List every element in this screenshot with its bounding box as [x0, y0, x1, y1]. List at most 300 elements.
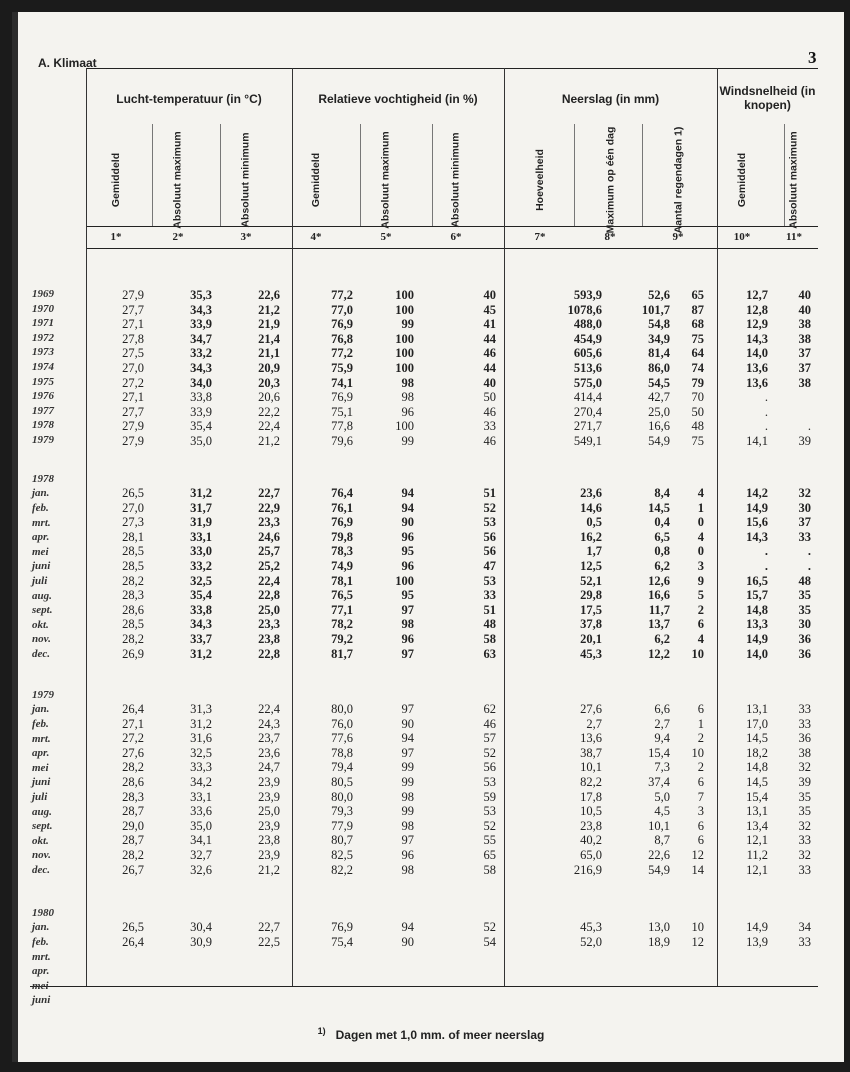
table-cell: 32,6	[190, 862, 212, 877]
table-cell: 28,2	[122, 632, 144, 646]
table-cell: 32	[798, 486, 811, 500]
table-cell: 74	[691, 361, 704, 375]
table-cell: .	[764, 544, 768, 559]
table-cell: 14,6	[580, 500, 602, 515]
table-cell: 20,6	[258, 390, 280, 405]
table-cell: 12,8	[746, 302, 768, 317]
table-cell: 25,7	[258, 544, 280, 559]
table-cell: 97	[401, 602, 414, 617]
table-cell: 52	[483, 920, 496, 934]
table-cell: 53	[483, 804, 496, 819]
table-cell: 77,8	[331, 419, 353, 434]
table-cell: 10	[691, 745, 704, 760]
table-cell: 27,0	[122, 500, 144, 515]
row-label: 1975	[32, 375, 54, 388]
table-cell: 77,1	[331, 602, 353, 617]
table-cell: 8,7	[654, 833, 670, 848]
column-header	[510, 124, 570, 236]
table-cell: 22,7	[258, 486, 280, 500]
table-cell: 23,8	[258, 632, 280, 646]
table-cell: 1	[697, 716, 704, 731]
table-cell: 38,7	[580, 745, 602, 760]
table-cell: 35,0	[190, 818, 212, 833]
table-cell: 34,1	[190, 833, 212, 848]
table-cell: 22,5	[258, 934, 280, 949]
table-cell: 76,5	[331, 588, 353, 603]
table-cell: 13,4	[746, 818, 768, 833]
table-cell: 24,3	[258, 716, 280, 731]
table-cell: 24,6	[258, 529, 280, 544]
table-cell: .	[807, 419, 811, 434]
table-cell: 62	[483, 702, 496, 716]
table-cell: 50	[483, 390, 496, 405]
table-cell: 33,1	[190, 529, 212, 544]
table-cell: 97	[401, 702, 414, 716]
table-cell: 26,7	[122, 862, 144, 877]
table-cell: 13,7	[648, 617, 670, 632]
table-cell: 40	[483, 375, 496, 390]
table-cell: 96	[401, 404, 414, 419]
column-header	[148, 124, 208, 236]
table-cell: 80,0	[331, 702, 353, 716]
table-cell: 45,3	[580, 920, 602, 934]
table-cell: 35,4	[190, 588, 212, 603]
table-cell: 27,2	[122, 375, 144, 390]
table-cell: 100	[395, 302, 414, 317]
table-cell: 52	[483, 500, 496, 515]
table-cell: .	[764, 390, 768, 405]
table-cell: 22,8	[258, 588, 280, 603]
table-cell: 11,7	[648, 602, 670, 617]
table-cell: 11,2	[746, 848, 768, 862]
subcolumn-divider	[642, 124, 643, 226]
table-cell: 6,2	[654, 632, 670, 646]
table-cell: 23,3	[258, 515, 280, 530]
table-cell: 56	[483, 544, 496, 559]
table-cell: 75,9	[331, 361, 353, 375]
table-cell: 33	[798, 934, 811, 949]
document-page	[12, 12, 844, 1062]
table-cell: 22,4	[258, 573, 280, 588]
table-cell: 33,2	[190, 346, 212, 361]
row-label: jan.	[32, 487, 50, 500]
table-cell: 12,1	[746, 833, 768, 848]
table-cell: 33,0	[190, 544, 212, 559]
table-cell: 24,7	[258, 760, 280, 775]
table-cell: 18,2	[746, 745, 768, 760]
table-cell: 593,9	[573, 288, 602, 302]
table-cell: 36	[798, 646, 811, 661]
table-cell: 13,0	[648, 920, 670, 934]
table-cell: 79,3	[331, 804, 353, 819]
table-cell: 26,4	[122, 702, 144, 716]
table-cell: 96	[401, 632, 414, 646]
table-cell: 31,2	[190, 486, 212, 500]
table-cell: 95	[401, 588, 414, 603]
table-cell: 5	[697, 588, 704, 603]
table-cell: 605,6	[573, 346, 602, 361]
table-cell: 31,3	[190, 702, 212, 716]
table-cell: 94	[401, 920, 414, 934]
table-cell: 14	[691, 862, 704, 877]
table-cell: 100	[395, 419, 414, 434]
table-cell: 0	[697, 515, 704, 530]
table-cell: 29,0	[122, 818, 144, 833]
table-cell: 6,2	[654, 559, 670, 573]
table-cell: 79,4	[331, 760, 353, 775]
table-cell: 14,1	[746, 434, 768, 448]
table-cell: 15,6	[746, 515, 768, 530]
table-cell: 0,8	[654, 544, 670, 559]
column-number: 7*	[534, 231, 546, 243]
group-header: Neerslag (in mm)	[561, 92, 660, 106]
table-cell: 1,7	[586, 544, 602, 559]
column-header-label: Absoluut maximum	[380, 131, 392, 229]
table-cell: 77,2	[331, 288, 353, 302]
table-cell: 95	[401, 544, 414, 559]
table-cell: 87	[691, 302, 704, 317]
table-cell: 38	[798, 745, 811, 760]
table-cell: 34,3	[190, 617, 212, 632]
row-label: mei	[32, 979, 49, 992]
table-cell: 28,3	[122, 588, 144, 603]
table-cell: 25,2	[258, 559, 280, 573]
table-cell: .	[764, 559, 768, 573]
table-cell: 57	[483, 731, 496, 746]
table-cell: 100	[395, 361, 414, 375]
table-cell: .	[764, 419, 768, 434]
header-rule-top	[86, 68, 818, 69]
table-cell: 101,7	[641, 302, 670, 317]
table-cell: 21,1	[258, 346, 280, 361]
table-cell: 48	[483, 617, 496, 632]
table-cell: 33	[798, 716, 811, 731]
table-cell: 13,3	[746, 617, 768, 632]
column-header-label: Gemiddeld	[109, 152, 122, 208]
table-cell: 35,4	[190, 419, 212, 434]
table-cell: 28,6	[122, 775, 144, 789]
table-rule-bottom	[30, 986, 818, 987]
table-cell: 99	[401, 434, 414, 448]
table-cell: 53	[483, 515, 496, 530]
table-cell: 21,4	[258, 331, 280, 346]
table-cell: 28,5	[122, 617, 144, 632]
subcolumn-divider	[574, 124, 575, 226]
table-cell: 14,8	[746, 760, 768, 775]
row-label: sept.	[32, 820, 53, 833]
table-cell: 96	[401, 848, 414, 862]
table-cell: 33,7	[190, 632, 212, 646]
table-cell: 12,5	[580, 559, 602, 573]
table-cell: 98	[401, 818, 414, 833]
row-label: mei	[32, 761, 49, 774]
table-cell: 34	[798, 920, 811, 934]
column-header	[648, 124, 708, 236]
table-cell: 48	[798, 573, 811, 588]
column-header	[426, 124, 486, 236]
row-label: juni	[32, 560, 51, 573]
table-cell: 25,0	[258, 804, 280, 819]
row-label: juni	[32, 994, 51, 1007]
table-cell: 96	[401, 529, 414, 544]
table-cell: 35,0	[190, 434, 212, 448]
table-cell: 34,7	[190, 331, 212, 346]
table-cell: 37	[798, 515, 811, 530]
table-cell: 2	[697, 760, 704, 775]
table-cell: 78,3	[331, 544, 353, 559]
table-cell: 27,7	[122, 404, 144, 419]
table-cell: 35,3	[190, 288, 212, 302]
table-cell: 20,9	[258, 361, 280, 375]
table-cell: 94	[401, 486, 414, 500]
table-cell: 30,9	[190, 934, 212, 949]
table-cell: 6	[697, 617, 704, 632]
table-cell: 17,5	[580, 602, 602, 617]
table-cell: 74,1	[331, 375, 353, 390]
table-cell: 46	[483, 404, 496, 419]
table-cell: 15,4	[648, 745, 670, 760]
table-cell: 54,9	[648, 434, 670, 448]
table-cell: 216,9	[573, 862, 602, 877]
table-cell: 12,1	[746, 862, 768, 877]
row-label: okt.	[32, 618, 49, 631]
table-cell: 31,7	[190, 500, 212, 515]
table-cell: 52	[483, 745, 496, 760]
table-cell: 54,5	[648, 375, 670, 390]
column-header-label: Gemiddeld	[309, 152, 322, 208]
table-cell: 27,7	[122, 302, 144, 317]
column-header	[712, 124, 772, 236]
table-cell: 10,1	[648, 818, 670, 833]
row-label: feb.	[32, 502, 49, 515]
column-number: 1*	[110, 231, 122, 243]
table-cell: 17,8	[580, 789, 602, 804]
table-cell: 58	[483, 632, 496, 646]
table-cell: 77,6	[331, 731, 353, 746]
table-cell: 47	[483, 559, 496, 573]
table-cell: 68	[691, 317, 704, 332]
table-cell: 82,2	[580, 775, 602, 789]
table-cell: 37,8	[580, 617, 602, 632]
table-cell: 77,2	[331, 346, 353, 361]
table-cell: 40	[798, 288, 811, 302]
table-cell: 52,1	[580, 573, 602, 588]
table-cell: 27,6	[122, 745, 144, 760]
column-header	[580, 124, 640, 236]
table-cell: 51	[483, 602, 496, 617]
table-cell: 54,9	[648, 862, 670, 877]
table-cell: 98	[401, 862, 414, 877]
table-cell: 1078,6	[567, 302, 602, 317]
column-header	[764, 124, 824, 236]
table-cell: 22,6	[648, 848, 670, 862]
table-cell: 13,6	[580, 731, 602, 746]
table-cell: 37,4	[648, 775, 670, 789]
table-cell: 100	[395, 573, 414, 588]
table-cell: 16,2	[580, 529, 602, 544]
column-number: 2*	[172, 231, 184, 243]
table-cell: 28,2	[122, 573, 144, 588]
row-label: jan.	[32, 703, 50, 716]
table-cell: 80,7	[331, 833, 353, 848]
table-cell: 54,8	[648, 317, 670, 332]
table-cell: 27,5	[122, 346, 144, 361]
table-cell: 97	[401, 745, 414, 760]
page-number: 3	[808, 48, 817, 67]
table-cell: 3	[697, 804, 704, 819]
table-cell: 10	[691, 646, 704, 661]
table-cell: 77,9	[331, 818, 353, 833]
table-cell: 65	[691, 288, 704, 302]
table-cell: 14,0	[746, 346, 768, 361]
table-cell: 12	[691, 934, 704, 949]
table-cell: 23,9	[258, 775, 280, 789]
table-cell: 33	[798, 702, 811, 716]
table-cell: 10,1	[580, 760, 602, 775]
table-cell: 81,4	[648, 346, 670, 361]
table-cell: 33,9	[190, 317, 212, 332]
table-cell: 12,9	[746, 317, 768, 332]
row-label: sept.	[32, 604, 53, 617]
table-cell: 513,6	[573, 361, 602, 375]
table-cell: 76,1	[331, 500, 353, 515]
table-cell: 70	[691, 390, 704, 405]
table-cell: 20,3	[258, 375, 280, 390]
table-cell: 32	[798, 848, 811, 862]
table-cell: 4	[697, 529, 704, 544]
table-cell: 414,4	[573, 390, 602, 405]
row-label: 1974	[32, 361, 54, 373]
table-cell: 78,2	[331, 617, 353, 632]
table-cell: 27,0	[122, 361, 144, 375]
row-label: 1977	[32, 404, 54, 417]
column-header	[356, 124, 416, 236]
row-label: dec.	[32, 864, 51, 877]
column-header-label: Hoeveelheid	[534, 149, 547, 211]
table-cell: 549,1	[573, 434, 602, 448]
table-cell: 27,9	[122, 419, 144, 434]
table-cell: 34,2	[190, 775, 212, 789]
section-title: A. Klimaat	[38, 56, 97, 70]
row-label: 1969	[32, 288, 54, 300]
table-cell: 65	[483, 848, 496, 862]
table-cell: 14,0	[746, 646, 768, 661]
row-label: 1980	[32, 906, 54, 919]
table-cell: 55	[483, 833, 496, 848]
table-cell: 14,5	[746, 775, 768, 789]
column-number: 4*	[310, 231, 322, 243]
column-header	[216, 124, 276, 236]
table-cell: 40	[798, 302, 811, 317]
table-cell: 76,9	[331, 317, 353, 332]
table-cell: 20,1	[580, 632, 602, 646]
table-cell: 44	[483, 361, 496, 375]
table-cell: 2,7	[654, 716, 670, 731]
table-cell: 23,8	[580, 818, 602, 833]
table-cell: 35	[798, 588, 811, 603]
table-cell: 14,2	[746, 486, 768, 500]
row-label: juli	[32, 791, 48, 804]
table-cell: 51	[483, 486, 496, 500]
table-cell: 79,2	[331, 632, 353, 646]
column-header-label: Aantal regendagen 1)	[672, 126, 684, 234]
table-cell: 37	[798, 361, 811, 375]
table-cell: 15,4	[746, 789, 768, 804]
column-number: 5*	[380, 231, 392, 243]
table-cell: 35	[798, 804, 811, 819]
table-cell: 99	[401, 760, 414, 775]
table-cell: 13,9	[746, 934, 768, 949]
group-header: Lucht-temperatuur (in °C)	[116, 92, 262, 106]
table-cell: 90	[401, 716, 414, 731]
table-cell: 12	[691, 848, 704, 862]
table-cell: 28,2	[122, 848, 144, 862]
row-label: feb.	[32, 936, 49, 949]
table-cell: 34,3	[190, 302, 212, 317]
table-cell: 32,5	[190, 745, 212, 760]
table-cell: 52,0	[580, 934, 602, 949]
table-cell: 82,5	[331, 848, 353, 862]
table-cell: 12,6	[648, 573, 670, 588]
table-cell: 40,2	[580, 833, 602, 848]
table-cell: 22,8	[258, 646, 280, 661]
table-cell: 31,9	[190, 515, 212, 530]
table-cell: 13,6	[746, 361, 768, 375]
table-cell: 17,0	[746, 716, 768, 731]
column-number: 11*	[786, 231, 802, 243]
table-cell: 0	[697, 544, 704, 559]
row-label: apr.	[32, 965, 50, 978]
table-cell: 90	[401, 515, 414, 530]
row-label: 1973	[32, 346, 54, 359]
table-cell: 82,2	[331, 862, 353, 877]
table-cell: 46	[483, 346, 496, 361]
table-cell: 33,6	[190, 804, 212, 819]
row-label: 1970	[32, 302, 54, 315]
row-label: jan.	[32, 921, 50, 934]
table-cell: 10	[691, 920, 704, 934]
table-cell: 21,9	[258, 317, 280, 332]
row-label: 1976	[32, 390, 54, 403]
table-cell: 6	[697, 775, 704, 789]
table-cell: 23,6	[580, 486, 602, 500]
table-cell: 54	[483, 934, 496, 949]
table-cell: 59	[483, 789, 496, 804]
table-cell: 9	[697, 573, 704, 588]
table-cell: 79,8	[331, 529, 353, 544]
table-cell: 33,8	[190, 390, 212, 405]
table-cell: 12,7	[746, 288, 768, 302]
table-cell: 27,2	[122, 731, 144, 746]
table-cell: .	[807, 559, 811, 573]
table-cell: 23,7	[258, 731, 280, 746]
table-cell: 80,0	[331, 789, 353, 804]
row-label: apr.	[32, 531, 50, 544]
table-cell: 77,0	[331, 302, 353, 317]
table-cell: 22,6	[258, 288, 280, 302]
table-cell: 14,8	[746, 602, 768, 617]
table-cell: 33	[798, 833, 811, 848]
table-cell: 33	[483, 419, 496, 434]
table-cell: 23,9	[258, 818, 280, 833]
column-divider	[504, 68, 505, 986]
table-cell: 26,5	[122, 920, 144, 934]
table-cell: 14,9	[746, 920, 768, 934]
row-label: okt.	[32, 834, 49, 847]
table-cell: 52	[483, 818, 496, 833]
row-label: mei	[32, 545, 49, 558]
table-cell: 33,2	[190, 559, 212, 573]
